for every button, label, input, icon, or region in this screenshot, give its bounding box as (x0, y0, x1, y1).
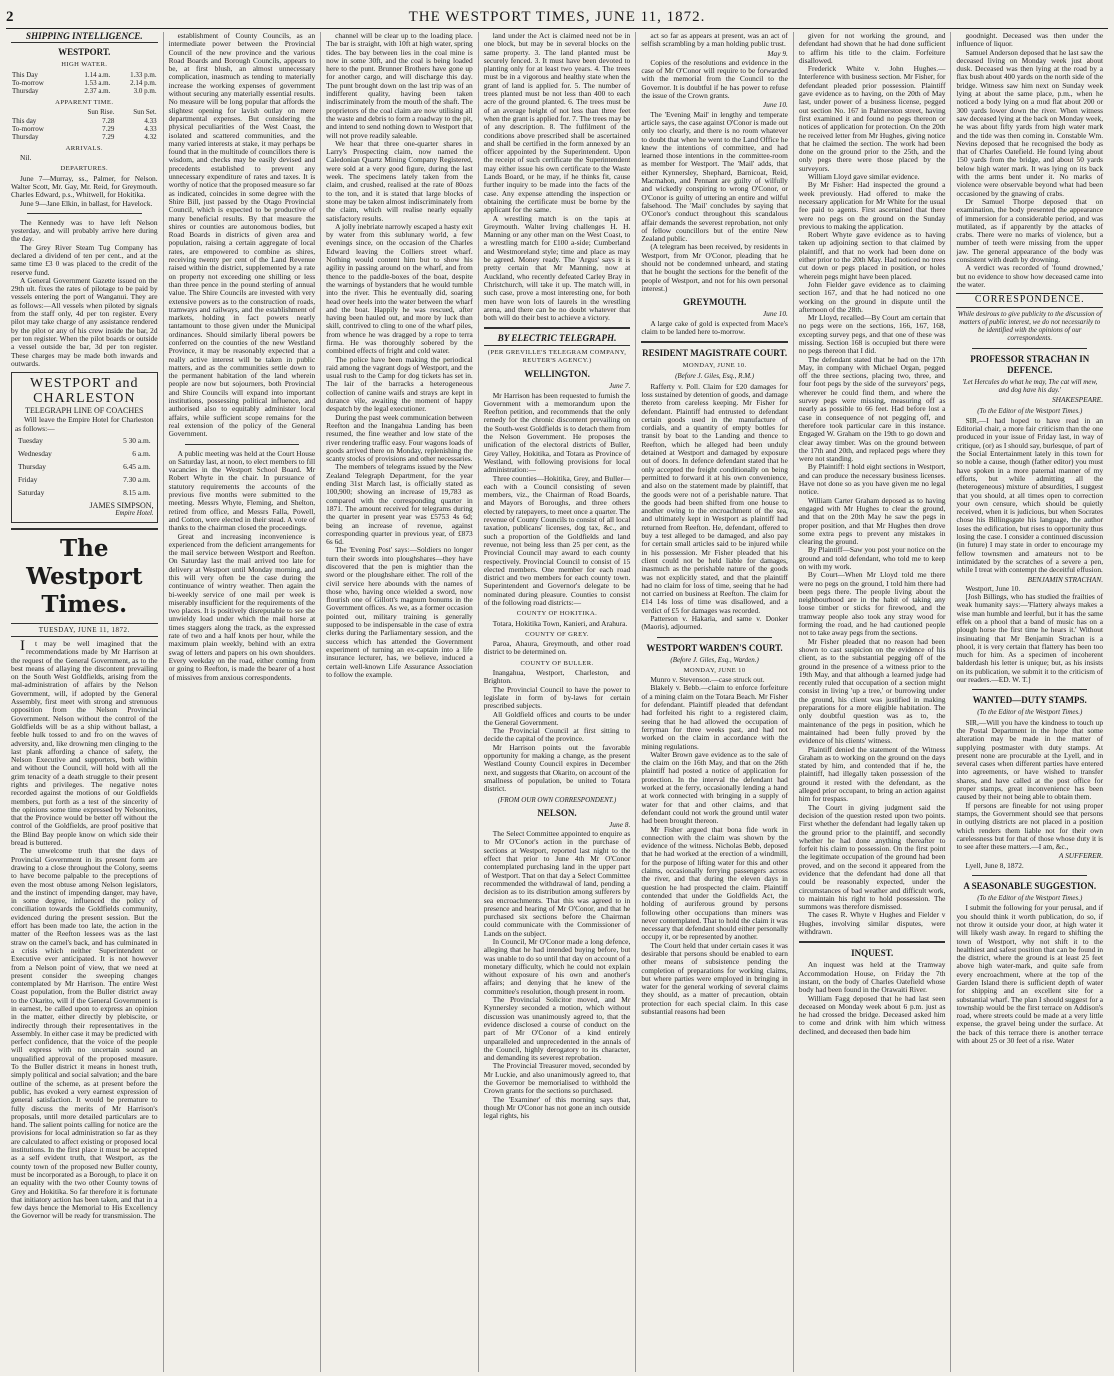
telegraph-paragraph: In Council, Mr O'Conor made a long defence, alleging that he had intended buying before, but was unable to do so until that day on account of a monetary difficulty, which he could not explain without exposure of his own and another's affairs; and denying that he knew of the committee's resolution, though present in room. (483, 936, 631, 996)
court-paragraph: William Lloyd gave similar evidence. (807, 172, 920, 182)
rm-court-date: MONDAY, JUNE 10. (682, 362, 747, 370)
telegraph-paragraph: Totara, Hokitika Town, Kanieri, and Arahura. (492, 618, 628, 628)
table-row: Thursday 7.29 4.32 (12, 133, 157, 142)
wardens-court-date: MONDAY, JUNE 10 (683, 666, 746, 674)
telegraph-date: June 10. (762, 309, 788, 319)
letter-to-editor: (To the Editor of the Westport Times.) (977, 894, 1083, 903)
table-row: Thursday 6.45 a.m. (18, 462, 151, 472)
coach-ad-intro: Will leave the Empire Hotel for Charleston as follows:— (15, 415, 154, 433)
news-paragraph: A wrestling match is on the tapis at Greymouth. Walter Irving challenges H. H. Manning or any other man on the West Coast, to a wrestling match for £100 a-side; Cumberland and Westmoreland style; time and place as may be agreed. Money ready. The 'Argus' says it is pretty certain that Mr Manning, now at Auckland, who recently defeated Carley Bray in Christchurch, will take it up. The match will, in such case, prove a most interesting one, for both men have won lots of laurels in the wrestling arena, and there can be no doubt whatever that both will do their best to achieve a victory. (483, 213, 631, 323)
telegraph-paragraph: Paroa, Ahaura, Greymouth, and other road district to be determined on. (483, 639, 631, 657)
table-row: This Day 1.14 a.m. 1.33 p.m. (12, 70, 157, 79)
letter-paragraph: If persons are fineable for not using proper stamps, the Government should see that persons in outlying districts are not placed in a position which renders them liable not for their own carelessness but for that of those whose duty it is to see after these matters.—I am, &c., (956, 800, 1104, 852)
telegraph-place: WELLINGTON. (524, 369, 590, 380)
editorial-paragraph: It may be well imagined that the recommendations made by Mr Harrison at the request of the General Government, as to the best means of allaying the discontent prevailing on the South West Goldfields, arising from the mal-administration of affairs by the Nelson Government, will, if adopted by the General Assembly, first meet with strong and strenuous opposition from the Nelson Provincial Government. Nelson without the control of the Goldfields will be as a ship without ballast, a feeble hulk tossed to and fro on the waves of adversity, and, like drowning men clinging to the last plank affording a chance of safety, the Nelson Executive and supporters, both within and without the Council, will hold with all the grim tenacity of a death struggle to their present rights and privileges. The negative notes recorded against the motions of our Goldfields members, put forth as a test of the sincerity of the opinions some time expressed by Nelsonites, that the Province would be better off without the control of the Goldfields, are proof positive that the Blind Bay people know on which side their bread is buttered. (11, 637, 158, 848)
court-paragraph: William Carter Graham deposed as to having engaged with Mr Hughes to clear the ground, and that on the 20th May he saw the pegs in proper position, and that Mr Hughes then drove some extra pegs to prevent any mistakes in clearing the ground. (798, 495, 946, 547)
columns (6, 32, 1108, 1372)
table-row: Tuesday 5 30 a.m. (18, 436, 151, 446)
letter-quote-source: SHAKESPEARE. (1051, 395, 1104, 405)
telegraph-date: May 9. (767, 48, 788, 58)
court-paragraph: The cases R. Whyte v Hughes and Fielder v Hughes, involving similar disputes, were withdrawn. (798, 910, 946, 937)
court-paragraph: The Court in giving judgment said the decision of the question rested upon two points. First whether the defendant had legally taken up the ground prior to the plaintiff, and secondly whether he had done anything thereafter to forfeit his claim to possession. On the first point the legitimate occupation of the ground had been proved, and on the second it appeared from the evidence that the defendant had done all that could be reasonably expected, under the circumstances of bad weather and difficult work, to maintain his right to hold possession. The summons was therefore dismissed. (798, 802, 946, 912)
arrivals-text: Nil. (20, 153, 32, 163)
departure-item: June 9—Jane Elkin, in ballast, for Havelock. (20, 198, 153, 208)
court-paragraph: Munro v. Stevenson.—case struck out. (650, 675, 765, 685)
column-4 (479, 32, 637, 1372)
arrivals-label: ARRIVALS. (65, 144, 103, 152)
divider (972, 689, 1087, 690)
telegraph-paragraph: The Select Committee appointed to enquire as to Mr O'Conor's action in the purchase of sections at Westport, reported last night to the effect that prior to June 4th Mr O'Conor contemplated purchasing land in the upper part of Westport. That on that day a Select Committee recommended the withdrawal of land, pending a decision as to its distribution among sufferers by sea encroachments. That this was agreed to in presence and hearing of Mr O'Conor, and that he purchased six sections before the Chairman could communicate with the Commissioner of Lands on the subject. (483, 829, 631, 938)
column-2 (164, 32, 322, 1372)
coach-ad-hotel: Empire Hotel. (115, 510, 154, 518)
news-paragraph: We hear that three one-quarter shares in Larry's Prospecting claim, now named the Caledonian Quartz Mining Company Registered, were sold at a very good figure, during the last week. The specimens lately taken from the claim, and crushed, realised at the rate of 80ozs to the ton, and it is stated that large blocks of stone may be taken almost indiscriminately from the claim, which will realise nearly equally satisfactory results. (326, 138, 473, 223)
table-row: Friday 7.30 a.m. (18, 475, 151, 485)
high-water-table (11, 71, 158, 96)
page-number: 2 (6, 8, 14, 25)
shipping-news: The Grey River Steam Tug Company has declared a dividend of ten per cent., and at the same time £3 0 was placed to the credit of the reserve fund. (11, 242, 158, 277)
news-paragraph: The 'Evening Post' says:—Soldiers no longer turn their swords into ploughshares—they have discovered that the pen is mightier than the sword or the ploughshare either. The roll of the civil service here abounds with the names of those who, having once wielded a sword, now flourish one of Gillott's magnum bonums in the Government offices. As we, as a former occasion pointed out, military training is generally supposed to be indispensable in the case of extra clerks during the Parliamentary session, and the success which has attended the Government experiment of turning an ex-captain into a life insurance lecturer, has, we believe, induced a certain well-known Life Assurance Association to follow the example. (326, 545, 473, 679)
column-6 (794, 32, 952, 1372)
shipping-heading: SHIPPING INTELLIGENCE. (11, 32, 158, 43)
departures-label: DEPARTURES. (60, 165, 109, 173)
letter-place: Lyell, June 8, 1872. (965, 860, 1024, 870)
telegraph-paragraph: The Provincial Solicitor moved, and Mr Kynnersley seconded a motion, which without discussion was unanimously agreed to, that the evidence disclosed a course of conduct on the part of Mr O'Conor of a kind entirely unparalleled and unprecedented in the annals of the Council, highly derogatory to its character, and demanding its severest reprobation. (483, 995, 631, 1063)
court-paragraph: Plaintiff denied the statement of the Witness Graham as to working on the ground on the days stated by him, and contended that if he, the plaintiff, had illegally taken possession of the ground it rested with the defendant, as the alleged prior occupant, to bring an action against him for trespass. (798, 744, 946, 804)
county-label: COUNTY OF BULLER. (520, 659, 594, 667)
court-paragraph: Mr Fisher argued that bona fide work in connection with the claim was shown by the evidence of the witness. Nicholas Bebb, deposed that he had worked at the erection of a windmill, for the purpose of lifting water for this and other claims, occasionally ferrying passengers across the river, and that during the eleven days in question he had prospected the claim. Plaintiff contended that under the Goldfields Act, the holding of auriferous ground by persons following other occupations than miners was never contemplated. That to hold the claim it was necessary that defendant should either personally occupy it, or be represented by another. (641, 824, 788, 942)
telegraph-paragraph: act so far as appears at present, was an act of selfish scrambling by a man holding public trust. (641, 32, 788, 49)
coach-schedule (15, 433, 154, 500)
table-row: This day 7.28 4.33 (12, 116, 157, 125)
divider (641, 341, 788, 343)
court-paragraph: Frederick White v. John Hughes.—Interference with business section. Mr Fisher, for defendant pleaded prior possession. Plaintiff gave evidence as to having, on the 20th of May last, under power of a business license, pegged out section No. 167 in Palmerston street, having first examined it and found no pegs thereon or notices of application for protection. On the 20th he received letter from Mr Hughes, giving notice that he claimed the section. The work had been done on the ground prior to the 25th, and the only pegs there were those placed by the surveyors. (798, 64, 946, 173)
inquest-paragraph: William Fagg deposed that he had last seen deceased on Monday week about 6 p.m. just as he had crossed the bridge. Deceased asked him to come and drink with him which witness declined, and deceased then bade him (798, 993, 946, 1036)
coach-ad-proprietor: JAMES SIMPSON, (89, 501, 154, 511)
news-paragraph: During the past week communication between Reefton and the Inangahua Landing has been resumed, the fine weather and low state of the river rendering traffic easy. Four wagons loads of goods arrived there on Monday, replenishing the scanty stocks of provisions and other necessaries. (326, 412, 473, 464)
telegraph-paragraph: All Goldfield offices and courts to be under the General Government. (483, 709, 631, 727)
news-paragraph: The police have been making the periodical raid among the vagrant dogs of Westport, and the usual rush to the Camp for dog tickets has set in. The lair of the barracks a heterogeneous collection of canine waifs and strays are kept in durance vile, awaiting the moment of happy despatch by the legal executioner. (326, 354, 473, 414)
rm-court-before: (Before J. Giles, Esq., R.M.) (675, 372, 755, 381)
apparent-time-label: APPARENT TIME. (55, 98, 114, 106)
court-paragraph: Patterson v. Hakaria, and same v. Donker (Maoris), adjourned. (641, 614, 788, 632)
inquest-paragraph: Samuel Anderson deposed that he last saw the deceased living on Monday week just about dusk. Deceased was then lying at the road by a flax bush about 400 yards on the north side of the bridge. Witness saw him next on Sunday week lying at about the same place, p.m., when he noticed a body lying on a mud flat about 200 or 300 yards lower down the river. When witness saw deceased lying at the back on Monday week, he was about fifty yards from high water mark and the tide was then coming in. Constable Wm. Nevins deposed that he recognised the body as that of Charles Oatefield. He found lying about 150 yards from the bridge, and about 50 yards below high water mark. It was lying on its back with the arms bent under it. No marks of violence were observable beyond what had been occasioned by the gnawing of crabs. (956, 47, 1104, 198)
court-paragraph: Blakely v. Bebb.—claim to enforce forfeiture of a mining claim on the Totara Beach. Mr Fisher for defendant. Plaintiff pleaded that defendant had forfeited his right to a registered claim, seeing that he had allowed the occupation of ferryman for three weeks past, and had not worked on the claim in accordance with the mining regulations. (641, 683, 788, 751)
table-row: To-morrow 1.53 a.m. 2.14 p.m. (12, 79, 157, 87)
telegraph-agency: (PER GREVILLE'S TELEGRAM COMPANY, REUTER'S AGENCY.) (487, 348, 627, 364)
table-row: Wednesday 6 a.m. (18, 449, 151, 459)
telegraph-paragraph: Mr Harrison has been requested to furnish the Government with a memorandum upon the Reefton petition, and recommends that the only remedy for the chronic discontent prevailing on the South-west Goldfields is to detach them from the Nelson Government. He proposes the unification of the electoral districts of Buller, Grey Valley, Hokitika, and Totara as Province of Westland, with following provisions for local administration:— (483, 390, 631, 475)
column-5 (636, 32, 794, 1372)
telegraph-date: June 8. (608, 819, 631, 829)
coach-advertisement (11, 372, 158, 522)
telegraph-paragraph: (A telegram has been received, by residents in Westport, from Mr O'Conor, pleading that he should not be condemned unheard, and stating that he bought the sections for the benefit of the people of Westport, and not for his own personal interest.) (641, 242, 788, 293)
news-paragraph: channel will be clear up to the loading place. The bar is straight, with 10ft at high water, spring tides. The bay between lies in the coal mine is now in some 30ft, and the coal is being loaded here to the punt. Brunner Brothers have gone up for another cargo, and will discharge this day. The punt brought down on the last trip was of an indifferent quality, having been taken indiscriminately from the mouth of the shaft. The proprietors of the coal claim are now utilising all the waste and debris to form a roadway to the pit, and intend to send nothing down to Westport that will not prove readily saleable. (326, 32, 473, 140)
divider (972, 348, 1087, 349)
column-3 (321, 32, 479, 1372)
column-1 (6, 32, 164, 1372)
editor-note: [Josh Billings, who has studied the frailties of weak humanity says:—'Flattery always makes a wise man humble and leerful, but it has the same effek on a phool that a band of music has on a plough horse the first time he hears it.' Without insinuating that Mr Benjamin Strachan is a phool, it is very certain that flattery has been too much for him. As a specimen of incoherent balderdash his letter is unique; but, as his insists on its publication, we submit it to the criticism of our readers.—ED. W. T.] (956, 592, 1104, 685)
table-row: Thursday 2.37 a.m. 3.0 p.m. (12, 87, 157, 96)
inquest-paragraph: A verdict was recorded of 'found drowned,' but no evidence to show how deceased came into the water. (956, 263, 1104, 289)
divider (185, 444, 300, 445)
court-paragraph: John Fielder gave evidence as to claiming section 167, and that he had noticed no one working on the ground in dispute until the afternoon of the 28th. (798, 279, 946, 314)
inquest-paragraph: Dr Samuel Thorpe deposed that on examination, the body presented the appearance of immersion for a considerable period, and was mutilated, as if apparently by the attacks of crabs. There were no marks of violence, but a number of teeth were missing from the upper jaw. The general appearance of the body was consistent with death by drowning. (956, 196, 1104, 265)
shipping-news: The Kennedy was to have left Nelson yesterday, and will probably arrive here during the day. (11, 217, 158, 244)
wardens-court-heading: WESTPORT WARDEN'S COURT. (646, 642, 783, 653)
letter-to-editor: (To the Editor of the Westport Times.) (977, 406, 1083, 415)
coach-ad-title: WESTPORT and CHARLESTON (30, 376, 139, 407)
divider (972, 875, 1087, 876)
telegraph-date: June 10. (762, 100, 788, 110)
letter-heading: A SEASONABLE SUGGESTION. (963, 881, 1097, 892)
divider (799, 941, 946, 943)
news-paragraph: A public meeting was held at the Court House on Saturday last, at noon, to elect members to fill vacancies in the Westport School Board. Mr Robert Whyte in the chair. In pursuance of statutory requirements the accounts of the previous five months were submitted to the meeting. Messrs Whyte, Fleming, and Shelton, retired from office, and Messrs Falla, Powell, and Cotton, were elected in their stead. A vote of thanks to the chairman closed the proceedings. (168, 448, 316, 533)
letter-heading: PROFESSOR STRACHAN IN DEFENCE. (970, 353, 1090, 375)
telegraph-paragraph: Three counties—Hokitika, Grey, and Buller—each with a Council consisting of seven members, viz., the Chairman of Road Boards, and Mayors of Boroughs, and three others elected by ratepayers, to meet once a quarter. The revenue of County Councils to consist of all local taxation, publicans' licenses, dog tax, &c., and such a proportion of the Goldfields and land revenue, not being less than 25 per cent, as the Provincial Council may award to each county respectively. Provincial Council to consist of 15 elected members. One member for each road district and two members for each county town. Superintendent and Governor's delegate to be nominated during pleasure. Counties to consist of the following road districts:— (483, 473, 631, 607)
county-label: COUNTY OF HOKITIKA. (516, 610, 598, 618)
masthead-title: THE WESTPORT TIMES, JUNE 11, 1872. (408, 8, 706, 25)
telegraph-paragraph: The Provincial Council to have the power to legislate in form of by-laws for certain prescribed subjects. (483, 684, 631, 711)
court-paragraph: By Mr Fisher: Had inspected the ground a week previously. Had offered to make the necessary application for Mr White for the usual fee paid to agents. First ascertained that there were no pegs on the ground on the Sunday previous to making the application. (798, 180, 946, 231)
inquest-heading: INQUEST. (851, 948, 894, 959)
own-correspondent: (FROM OUR OWN CORRESPONDENT.) (497, 795, 617, 804)
court-paragraph: Mr Fisher pleaded that no reason had been shown to cast suspicion on the evidence of his client, as to the substantial pegging off of the ground in the presence of a witness prior to the 19th May, and that although a learned judge had recently ruled that occupation of a section might consist in living 'up a tree,' or burrowing under the ground, his client was justified in making preparations for a more eligible habitation. The only doubtful question was as to, the maintenance of the pegs in position, which he maintained had been fully proved by the evidence of his clients' witness. (798, 636, 946, 746)
telegraph-paragraph: The 'Evening Mail' in lengthy and temperate article says, the case against O'Conor is made out only too clearly, and there is no room whatever to doubt that when he went to the Land Office he knew the intentions of committee, and had learned those intentions in the committee-room as member for Westport. The 'Mail' adds, that either Kynnersley, Shephard, Barnicoat, Reid, Macmahon, and Pennant are guilty of wilfully and wickedly conspiring to wrong O'Conor, or O'Conor is guilty of uttering an entire and wilful falsehood. The 'Mail' concludes by saying that O'Conor's conduct throughout this scandalous affair demands the severest reprobation, not only of fellow councillors but of the entire New Zealand public. (641, 109, 788, 244)
court-paragraph: The defendant stated that he had on the 17th May, in company with Michael Organ, pegged off the three sections, placing two, three, and four foot pegs by the side of the surveyors' pegs, wherever he could find them, and where the survey pegs were missing, measuring off as nearly as possible to 66 feet. Had before lost a case in consequence of not pegging off, and therefore took particular care in this instance. Engaged W. Graham on the 19th to go down and clear away timber. Was on the ground between the 17th and 20th, and replaced pegs where they were not standing. (798, 354, 946, 464)
letter-heading: WANTED—DUTY STAMPS. (972, 695, 1087, 706)
divider (11, 528, 158, 530)
letter-paragraph: SIR,—I had hoped to have read in an Editorial chair, a more fair criticism than the one produced in your issue of Friday last, in way of critique, (or) as I should say, burlesque, of part of the Social Entertainment lately in this town for so noble a cause, though (father editor) you must have spoken in a more paternal manner of my efforts, but while admitting all the (heterogeneous) mixture of absurdities, I suggest that you should, at all times open to correction your own censure, which should be quietly received, when it is judicious, but when Socrates chose his Billingsgate his language, the author loses the edification, but rises to opportunity thus losing the case. I consider a continued discussion (in future) I may state in order to encourage my fellow townsmen and amateurs not to be intimidated by the scratches of a severe a pen, while I treat with contempt the deceitful effusion. (956, 415, 1104, 575)
letter-to-editor: (To the Editor of the Westport Times.) (977, 708, 1083, 717)
court-paragraph: By Court—When Mr Lloyd told me there were no pegs on the ground, I told him there had been pegs there. The people living about the neighbourhood are in the habit of taking any loose timber or sticks for firewood, and the tramway people also took any stray wood for forming the road, and he had cautioned people not to take away pegs from the sections. (798, 570, 946, 638)
inquest-paragraph: An inquest was held at the Tramway Accommodation House, on Friday the 7th instant, on the body of Charles Oatefield whose body had been found in the Orawaiti River. (798, 960, 946, 995)
divider (27, 213, 142, 214)
letter-paragraph: I submit the following for your perusal, and if you should think it worth publication, do so, if not throw it outside your door, at high water it will likely wash away. In regard to shifting the town of Westport, why not shift it to the healthiest and safest position that can be found in the district, where the ground is at least 25 feet above high water-mark, and quite safe from every encroachment, where at the top of the Garden Island there is sufficient depth of water for shipping and an excellent site for a substantial wharf. The plan I should suggest for a township would be the first terrace on Addison's road, where streets could be made at a very little expense, the gravel being under the surface. At the back of this terrace there is another terrace with about 25 or 30 feet of a rise. Water (956, 903, 1104, 1046)
table-row: Sun Rise. Sun Set. (87, 108, 157, 117)
court-paragraph: By Plaintiff: I hold eight sections in Westport, and can produce the necessary business licenses. Have not done so as you have given me no legal notice. (798, 462, 946, 497)
wardens-court-before: (Before J. Giles, Esq., Warden.) (670, 655, 759, 664)
telegraph-paragraph: Copies of the resolutions and evidence in the case of Mr O'Conor will require to be forwarded with the memorial from the Council to the Governor. It is doubtful if he has power to refuse the issue of the Crown grants. (641, 57, 788, 101)
telegraph-paragraph: Mr Harrison points out the favorable opportunity for making a change, as the present Westland County Council expires in December next, and suggests that Okarito, on account of the smallness of population, be united to Totara district. (483, 742, 631, 794)
editorial-continued: establishment of County Councils, as an intermediate power between the Provincial Council of the new province and the various Road Boards and Borough Councils, appears to be, at first blush, an almost unnecessary complication, inasmuch as tending to materially increase the working expenses of government without securing any materially essential results. No measure will be long popular that affords the slightest opening for lavish outlay on mere departmental expenses. But considering the physical peculiarities of the West Coast, the isolated and scattered communities, and the many varied interests at stake, it may perhaps be found that in the multitude of councillors there is wisdom, and checks may be easily devised and precedents established to prevent any unnecessary expenditure of rates and taxes. It is worthy of notice that the proposed measure so far as indicated, coincides in some degree with the Shire Bill, just passed by the Otago Provincial Council, which is expected to be productive of many beneficial results. By that measure the shires or counties are autonomous bodies, but Road Boards in districts of given area and population, raising a certain aggregate of local rates, are empowered to combine as shires, receiving twenty per cent of the Land Revenue raised within the district, supplemented by a rate on property not exceeding one shilling or less than three pence in the pound sterling of annual value. The Shire Councils are invested with very extensive powers as to the construction of roads, tramways and railways, and the establishment of markets, holding in fact powers nearly tantamount to those given under the Municipal ordinances. Should similarly liberal powers be conferred on the counties of the new Westland Province, it may be reasonably expected that a really active interest will be taken in public matters, and as the communities settle down to the permanent habitation of the land wherein people are now but sojourners, both Provincial and Shire Councils will expand into important institutions, possessing political influence, and authorised also to equitably administer local affairs, while sufficient scope remains for the real extension of the policy of the General Government. (168, 32, 316, 439)
editorial-paragraph: The unwelcome truth that the days of Provincial Government in its present form are drawing to a close throughout the Colony, seems to have become palpable to the preceptions of even the most obtuse among Nelson legislators, and the instinct of impending danger, may have, in some degree, influenced the policy of conciliation towards the Goldfields community, evidenced during the present session. But the effort has been made too late, the action in the matter of the Reefton lessees was as the last straw on the camel's back, and has culminated in a crisis which neither Superintendent or Executive ever anticipated. It is not however from a Nelson point of view, that we need at present consider the sweeping changes contemplated by Mr Harrison. The entire West Coast population, from the Buller district away to the Okarito, will if the General Government is in earnest, be called upon to express an opinion in the matter, either directly by plebiscite, or indirectly through their representatives in the Assembly. In either case it may be predicted with perfect confidence, that the voice of the people will express with no uncertain sound an unqualified approval of the proposed measure. To the Buller district it means in honest truth, simply political and social salvation; and the bare outline of the scheme, as at present before the public, has evoked a very earnest expression of general satisfaction. It would be premature to fully discuss the merits of Mr Harrison's proposals, until more detailed particulars are to hand. The salient points calling for notice are the provisions for local administration so far as they are calculated to affect existing or proposed local institutions. In the first place it must be accepted as a self evident truth, that Westport, as the county town of the proposed new Buller county, must be incorporated as a Borough, to place it on an equality with the two other County towns of Grey and Hokitika. So far therefore it is fortunate that initiatory action has been taken, and that in a few days hence the Memorial to His Excellency the Governor will be ready for transmission. The (11, 846, 158, 1221)
news-paragraph: A jolly inebriate narrowly escaped a hasty exit by water from this sublunary world, a few evenings since, on the occasion of the Charles Edward leaving the Colliers street wharf. Nothing would content him but to show his agility in passing around on the wharf, and from thence to the paddle-boxes of the boat, despite the warnings of bystanders that he would tumble into the river. This he eventually did, soaring head over heels into the water between the wharf and the boat. Happily he was rescued, after having been hauled out, and more by luck than skill, contrived to cling to one of the wharf piles, from whence he was dragged by a rope to terra firma. He was thoroughly sobered by the combined effects of fright and cold water. (326, 221, 473, 356)
letter-paragraph: SIR,—Will you have the kindness to touch up the Postal Department in the hope that some alteration may be made in the matter of supplying postmaster with duty stamps. At present none are procurable at the Lyell, and in several cases when different parties have entered into agreements, or have wished to transfer shares, and have called at the post office for proper stamps, great inconvenience has been caused by their not being able to obtain them. (956, 717, 1104, 802)
telegraph-date: June 7. (608, 381, 631, 391)
telegraph-paragraph: The 'Examiner' of this morning says that, though Mr O'Conor has not gone an inch outside legal rights, his (483, 1094, 631, 1121)
greymouth-heading: GREYMOUTH. (682, 297, 747, 308)
departure-item: June 7—Murray, ss., Palmer, for Nelson. Walter Scott, Mr. Gay, Mr. Reid, for Greymouth. Charles Edward, p.s., Whitwell, for Hokitika. (11, 173, 158, 200)
shipping-news: A General Government Gazette issued on the 29th ult. fixes the rates of pilotage to be paid by vessels entering the port of Wanganui. They are as follows:—All vessels when piloted by signals from the staff only, 4d per ton register. Every pilot may take charge of any assistance rendered by the pilot or any of his crew inside the bar, 2d per ton register. When the pilot boards or outside a vessel outside the bar, 3d per ton register. These charges may be made both inwards and outwards. (11, 275, 158, 368)
court-paragraph: given for not working the ground, and defendant had shown that he had done sufficient to affirm his title to the claim. Forfeiture disallowed. (798, 32, 946, 65)
table-row: Saturday 8.15 a.m. (18, 488, 151, 498)
letter-quote: 'Let Hercules do what he may, The cat will mew, and dog have his day.' (962, 377, 1098, 394)
court-paragraph: By Plaintiff—Saw you post your notice on the ground and told defendant, who told me to keep on with my work. (798, 545, 946, 571)
high-water-label: HIGH WATER. (61, 61, 108, 69)
inquest-paragraph: goodnight. Deceased was then under the influence of liquor. (956, 32, 1104, 49)
court-paragraph: The Court held that under certain cases it was desirable that persons should be enabled to earn other means of subsistence pending the completion of preparations for working claims, but where parties were employed in bringing in water for the general working of several claims they should, as a matter of precaution, obtain protection for each special claim. In this case substantial reasons had been (641, 940, 788, 1017)
letter-signature: BENJAMIN STRACHAN. (1027, 574, 1104, 584)
letter-signature: A SUFFERER. (1058, 851, 1104, 861)
telegraph-paragraph: The Provincial Treasurer moved, seconded by Mr Luckie, and also unanimously agreed to, that the Governor be memorialised to withhold the Crown grants for the sections so purchased. (483, 1061, 631, 1096)
rm-court-heading: RESIDENT MAGISTRATE COURT. (642, 348, 788, 359)
divider (657, 637, 772, 638)
court-paragraph: Walter Brown gave evidence as to the sale of the claim on the 16th May, and that on the 26th plaintiff had posted a notice of application for protection. In the interval the defendant had worked at the ferry, occasionally lending a hand at work connected with bringing in a supply of water for that and other claims, and that defendant could not work the ground until water had been brought thereon. (641, 749, 788, 826)
table-row: To-morrow 7.29 4.33 (12, 124, 157, 133)
masthead (6, 6, 1108, 29)
coach-ad-subtitle: TELEGRAPH LINE OF COACHES (25, 406, 144, 416)
telegraph-place: NELSON. (537, 807, 577, 818)
correspondence-heading: CORRESPONDENCE. (956, 293, 1103, 307)
paper-nameplate: The Westport Times. (26, 534, 143, 618)
court-paragraph: Mr Lloyd, recalled—By Court am certain that no pegs were on the sections, 166, 167, 168, excepting survey pegs, and that one of these was missing. Section 168 is occupied but there were no pegs thereon that I did. (798, 313, 946, 356)
sun-table (11, 108, 158, 142)
news-paragraph: The members of telegrams issued by the New Zealand Telegraph Department, for the year ending 31st March last, is officially stated as 100,900; showing an increase of 19,783 as compared with the corresponding quarter in 1871. The amount received for telegrams during the quarter in present year was £5753 4s 6d; being an increase of revenue, against corresponding quarter in previous year, of £873 6s 6d. (326, 462, 473, 547)
telegraph-heading: BY ELECTRIC TELEGRAPH. (484, 334, 631, 345)
telegraph-paragraph: Inangahua, Westport, Charleston, and Brighton. (483, 668, 631, 686)
news-paragraph: land under the Act is claimed need not be in one block, but may be in several blocks on the same property. 3. The land planted must be securely fenced. 3. It must have been devoted to planting only for at least two years. 4. The trees must be in a vigorous and healthy state when the grant of land is applied for. 5. The number of trees planted must be not less than 400 to each acre of the ground planted. 6. The trees must be of an average height of not less than three feet when the grant is applied for. 7. The trees may be of any description. 8. The fulfilment of the conditions above prescribed shall be ascertained and shall be certified in the form annexed by an officer appointed by the Superintendent. Upon the receipt of such certificate the Superintendent may either issue his own certificate to the Waste Lands Board, or he may, if he thinks fit, cause further inquiry to be made into the facts of the case. Any expense attending the inspection or obtaining the certificate must be borne by the applicant for the same. (483, 32, 631, 215)
county-label: COUNTY OF GREY. (525, 630, 589, 638)
correspondence-note: While desirous to give publicity to the discussion of matters of public interest, we do not necessarily to be identified with the opinions of our correspondents. (957, 309, 1102, 343)
news-paragraph: Great and increasing inconvenience is experienced from the deficient arrangements for the mail service between Westport and Reefton. On Saturday last the mail arrived too late for delivery at Westport until Monday morning, and this will very often be the case during the continuance of wintry weather. Then again the bi-weekly service of one mail per week is miserably insufficient for the requirements of the two places. It is positively disreputable to see the unwieldy load under which the mail horse at times staggers along the track, as the expressed rate of two and a half knots per hour, while the maximum plain weekly, behind with an extra swag of letters and papers on his own shoulders. Every weekday on the road, either coming from or going to Reefton, is made the bearer of a host of missives from anxious correspondents. (168, 531, 316, 682)
paper-dateline: TUESDAY, JUNE 11, 1872. (11, 623, 158, 637)
divider (484, 327, 631, 329)
telegraph-paragraph: The Provincial Council at first sitting to decide the capital of the province. (483, 726, 631, 744)
telegraph-paragraph: A large cake of gold is expected from Mace's claim to be landed here to-morrow. (641, 318, 788, 336)
court-paragraph: Robert Whyte gave evidence as to having taken up adjoining section to that claimed by plaintiff, and that no work had been done on either prior to the 20th May. Had noticed no trees cut down or pegs placed in position, or holes wherein pegs might have been placed. (798, 230, 946, 281)
port-heading: WESTPORT. (58, 47, 111, 58)
court-paragraph: Rafferty v. Poll. Claim for £20 damages for loss sustained by detention of goods, and damage thereto from careless keeping. Mr Fisher for defendant. Plaintiff had entrusted to defendant certain goods used in the manufacture of cordials, and a quantity of empty bottles for transit by boat to the Landing and thence to Reefton, which he alleged had been unduly detained at Westport and damaged by exposure out of doors. In defence defendant stated that he only accepted the freight conditionally on being permitted to forward it at his own convenience, and also on the statement made by plaintiff, that the goods were not of a perishable nature. That the goods had been shifted from one house to another owing to the encroachment of the sea, and ultimately kept in Westport as plaintiff had returned from Reefton. He, defendant, offered to buy a test alleged to be damaged, and also pay for certain small articles said to be injured while in his possession. Mr Fisher pleaded that his client could not be held liable for damages, inasmuch as the perishable nature of the goods was not explicitly stated, and that the plaintiff had no claim for loss of time, seeing that he had not carried on business at Reefton. The claim for £14 14s loss of time was disallowed, and a verdict of £5 for damages was recorded. (641, 381, 788, 615)
letter-place: Westport, June 10. (965, 583, 1021, 593)
column-7 (951, 32, 1108, 1372)
